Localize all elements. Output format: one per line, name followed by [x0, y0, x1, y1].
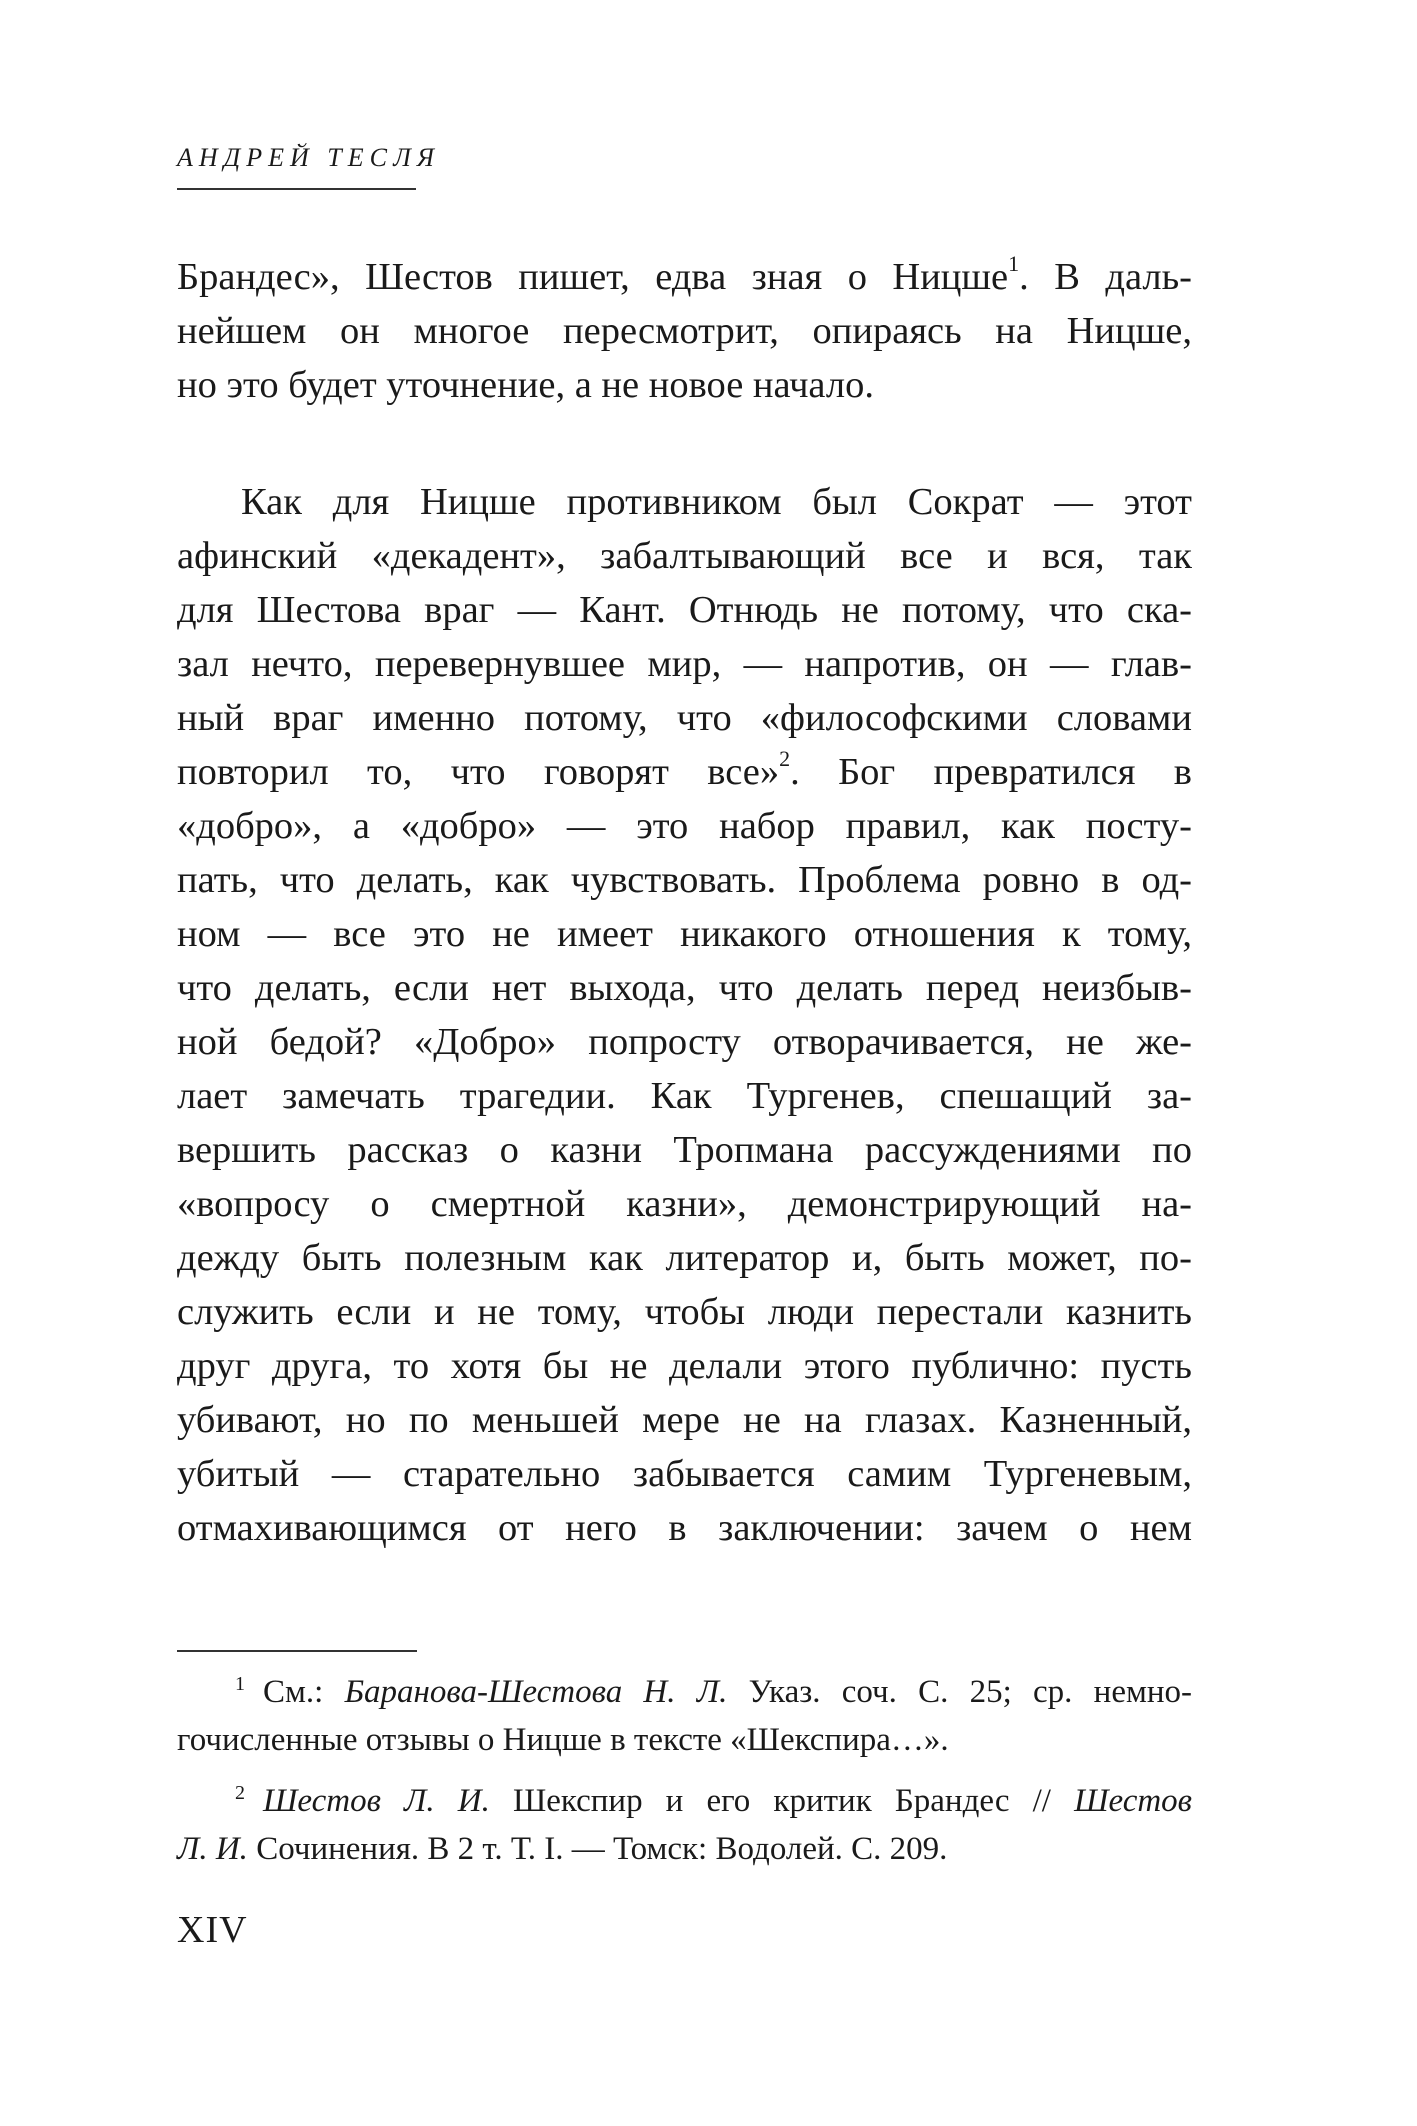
text-line: «вопросу о смертной казни», демонстрирующий на- [177, 1183, 1192, 1225]
text-line: друг друга, то хотя бы не делали этого публично: пусть [177, 1345, 1192, 1387]
footnote-ref[interactable]: 1 [1008, 251, 1020, 277]
text-line: убивают, но по меньшей мере не на глазах. Казненный, [177, 1399, 1192, 1441]
footnote-ref[interactable]: 2 [779, 746, 791, 772]
text-line: убитый — старательно забывается самим Тургеневым, [177, 1453, 1192, 1495]
text-line: что делать, если нет выхода, что делать перед неизбыв- [177, 967, 1192, 1009]
text-line: лает замечать трагедии. Как Тургенев, спешащий за- [177, 1075, 1192, 1117]
footnote-line: $^2$ Шестов Л. И. Шекспир и его критик Брандес // Шестов [235, 1782, 1192, 1819]
footnote-2 [177, 1777, 1192, 1873]
footnote-rule [177, 1650, 417, 1652]
footnote-number: 1 [235, 1673, 245, 1695]
paragraph-gap [177, 412, 1192, 475]
header-rule [177, 188, 416, 190]
text-line: Брандес», Шестов пишет, едва зная о Ницше$^1$. В даль- [177, 251, 1192, 298]
text-line: вершить рассказ о казни Тропмана рассуждениями по [177, 1129, 1192, 1171]
text-line: ный враг именно потому, что «философскими словами [177, 697, 1192, 739]
page-number: XIV [177, 1909, 248, 1951]
text-line: отмахивающимся от него в заключении: зачем о нем [177, 1507, 1192, 1549]
text-line: ной бедой? «Добро» попросту отворачивается, не же- [177, 1021, 1192, 1063]
text-line: Как для Ницше противником был Сократ — этот [241, 481, 1192, 523]
footnote-line: Л. И. Сочинения. В 2 т. Т. I. — Томск: Водолей. С. 209. [177, 1831, 948, 1867]
text-line: но это будет уточнение, а не новое начало. [177, 364, 874, 406]
text-line: афинский «декадент», забалтывающий все и вся, так [177, 535, 1192, 577]
text-line: повторил то, что говорят все»$^2$. Бог превратился в [177, 746, 1192, 793]
text-line: «добро», а «добро» — это набор правил, как посту- [177, 805, 1192, 847]
running-head: АНДРЕЙ ТЕСЛЯ [177, 143, 440, 172]
footnotes [177, 1668, 1192, 1886]
footnote-number: 2 [235, 1782, 245, 1804]
text-line: пать, что делать, как чувствовать. Проблема ровно в од- [177, 859, 1192, 901]
text-line: для Шестова враг — Кант. Отнюдь не потому, что ска- [177, 589, 1192, 631]
text-line: зал нечто, перевернувшее мир, — напротив, он — глав- [177, 643, 1192, 685]
text-line: ном — все это не имеет никакого отношения к тому, [177, 913, 1192, 955]
text-line: нейшем он многое пересмотрит, опираясь на Ницше, [177, 310, 1192, 352]
footnote-line: гочисленные отзывы о Ницше в тексте «Шекспира…». [177, 1722, 949, 1758]
footnote-1 [177, 1668, 1192, 1764]
main-text [177, 250, 1192, 1555]
footnote-line: $^1$ См.: Баранова-Шестова Н. Л. Указ. соч. С. 25; ср. немно- [235, 1673, 1193, 1710]
text-line: служить если и не тому, чтобы люди перестали казнить [177, 1291, 1192, 1333]
text-line: дежду быть полезным как литератор и, быть может, по- [177, 1237, 1192, 1279]
